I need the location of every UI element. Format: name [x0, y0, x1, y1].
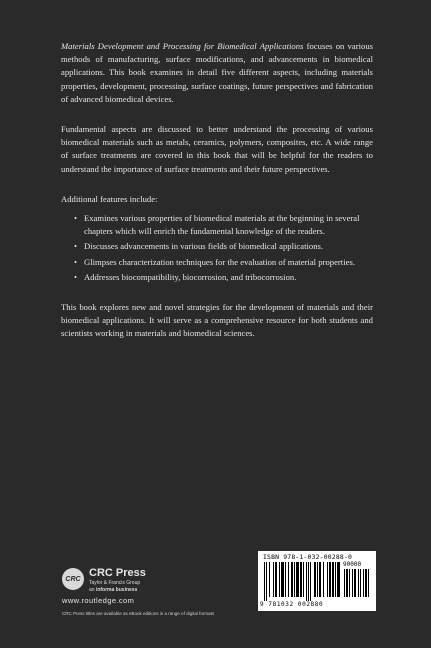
- isbn-text: ISBN 978-1-032-00288-0: [263, 553, 353, 561]
- feature-text: Addresses biocompatibility, biocorrosion, and tribocorrosion.: [84, 271, 297, 282]
- publisher-group: [89, 580, 140, 593]
- closing-paragraph: This book explores new and novel strategies for the development of materials and their biomedical applications. It will serve as a comprehensive resource for both students and scientists working in materials and biomedical sciences.: [61, 302, 373, 339]
- business-line: [89, 587, 140, 594]
- intro-text: focuses on various methods of manufacturing, surface modifications, and advancements in biomedical applications. This book examines in detail five different aspects, including materials properties, development, processing, surface coatings, future perspectives and fabrication of advanced biomedical devices.: [61, 41, 374, 104]
- fundamentals-paragraph: Fundamental aspects are discussed to better understand the processing of various biomedical materials such as metals, ceramics, polymers, composites, etc. A wide range of surface treatments are covered in this book that will be helpful for the readers to understand the importance of surface treatments and their future perspectives.: [61, 124, 373, 174]
- features-list: [61, 212, 373, 284]
- ean-digits: 9 781032 002880: [260, 601, 324, 608]
- group-name: Taylor & Francis Group: [89, 580, 141, 586]
- publisher-name: CRC Press: [89, 567, 146, 579]
- crc-logo-icon: CRC: [62, 568, 84, 590]
- bullet-icon: •: [74, 256, 78, 267]
- bullet-icon: •: [74, 271, 78, 282]
- bullet-icon: •: [74, 241, 78, 252]
- isbn-barcode: [258, 551, 376, 611]
- features-heading: Additional features include:: [61, 193, 158, 204]
- addon-number: 90000: [343, 561, 362, 568]
- feature-text: Glimpses characterization techniques for the evaluation of material properties.: [84, 256, 355, 267]
- business-prefix: an: [89, 586, 96, 593]
- publisher-block: [59, 566, 279, 636]
- feature-text: Discusses advancements in various fields of biomedical applications.: [84, 241, 324, 252]
- ebook-note: CRC Press titles are available as eBook editions in a range of digital formats: [62, 611, 215, 616]
- list-item: [74, 271, 373, 284]
- publisher-url[interactable]: www.routledge.com: [62, 596, 135, 605]
- barcode-bars-icon: [264, 562, 340, 601]
- list-item: [74, 212, 373, 238]
- business-name: informa business: [95, 586, 138, 593]
- description: [61, 40, 373, 358]
- bullet-icon: •: [74, 213, 78, 224]
- feature-text: Examines various properties of biomedical materials at the beginning in several chapters which will enrich the fundamental knowledge of the readers.: [84, 213, 360, 237]
- book-title: Materials Development and Processing for Biomedical Applications: [61, 41, 304, 51]
- list-item: [74, 256, 373, 269]
- addon-bars-icon: [344, 569, 372, 601]
- intro-paragraph: [61, 40, 373, 106]
- list-item: [74, 240, 373, 253]
